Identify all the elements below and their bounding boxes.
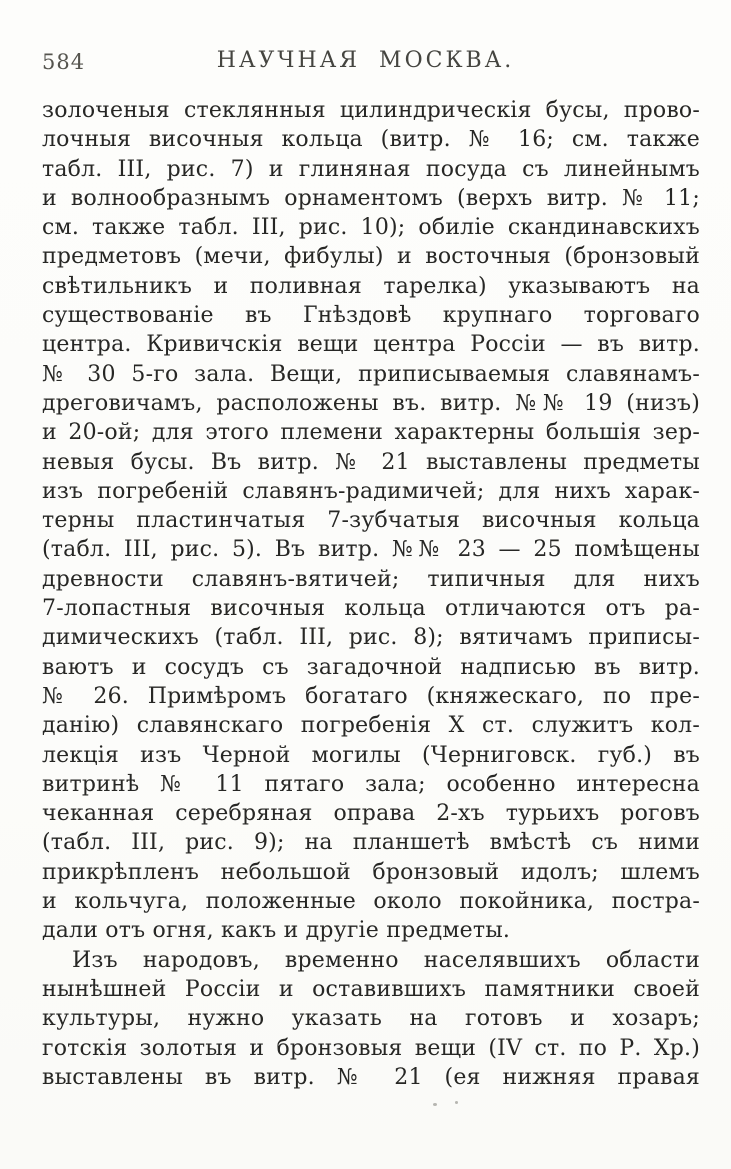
text-line: невыя бусы. Въ витр. № 21 выставлены предметы: [42, 449, 700, 475]
text-line: дреговичамъ, расположены въ. витр. №№ 19 (низъ): [42, 390, 700, 416]
scan-speck: [455, 1101, 458, 1104]
text-line: и 20-ой; для этого племени характерны большія зер-: [42, 420, 700, 446]
text-line: витринѣ № 11 пятаго зала; особенно интересна: [42, 771, 700, 797]
text-line: и волнообразнымъ орнаментомъ (верхъ витр. № 11;: [42, 185, 700, 211]
text-line: табл. III, рис. 7) и глиняная посуда съ линейнымъ: [42, 156, 700, 182]
text-line: дали отъ огня, какъ и другіе предметы.: [42, 918, 511, 944]
running-title: НАУЧНАЯ МОСКВА.: [216, 48, 515, 73]
text-line: предметовъ (мечи, фибулы) и восточныя (бронзовый: [42, 244, 700, 270]
text-line: ваютъ и сосудъ съ загадочной надписью въ витр.: [42, 654, 700, 680]
text-line: изъ погребеній славянъ-радимичей; для нихъ харак-: [42, 478, 700, 504]
text-line: терны пластинчатыя 7-зубчатыя височныя кольца: [42, 508, 700, 534]
text-line: свѣтильникъ и поливная тарелка) указываютъ на: [42, 273, 700, 299]
text-line: 7-лопастныя височныя кольца отличаются отъ ра-: [42, 596, 700, 622]
text-line: древности славянъ-вятичей; типичныя для нихъ: [42, 566, 700, 592]
body-text: [42, 96, 700, 1092]
scan-speck: [433, 1103, 437, 1106]
text-line: лочныя височныя кольца (витр. № 16; см. также: [42, 127, 700, 153]
text-line: см. также табл. III, рис. 10); обиліе скандинавскихъ: [42, 215, 700, 241]
text-line: культуры, нужно указать на готовъ и хозаръ;: [42, 1006, 700, 1032]
text-line: выставлены въ витр. № 21 (ея нижняя правая: [42, 1064, 700, 1090]
text-line: (табл. III, рис. 5). Въ витр. №№ 23 — 25 помѣщены: [42, 537, 700, 563]
text-line: Изъ народовъ, временно населявшихъ области: [72, 947, 700, 973]
text-line: и кольчуга, положенные около покойника, постра-: [42, 889, 700, 915]
text-line: димическихъ (табл. III, рис. 8); вятичамъ приписы-: [42, 625, 700, 651]
text-line: прикрѣпленъ небольшой бронзовый идолъ; шлемъ: [42, 859, 700, 885]
text-line: № 30 5-го зала. Вещи, приписываемыя славянамъ-: [42, 361, 700, 387]
text-line: № 26. Примѣромъ богатаго (княжескаго, по пре-: [42, 683, 700, 709]
page-header: [0, 48, 731, 78]
text-line: (табл. III, рис. 9); на планшетѣ вмѣстѣ съ ними: [42, 830, 700, 856]
text-line: лекція изъ Черной могилы (Черниговск. губ.) въ: [42, 742, 700, 768]
text-line: готскія золотыя и бронзовыя вещи (IV ст. по Р. Хр.): [42, 1035, 700, 1061]
text-line: чеканная серебряная оправа 2-хъ турьихъ роговъ: [42, 801, 700, 827]
text-line: данію) славянскаго погребенія X ст. служитъ кол-: [42, 713, 700, 739]
text-line: существованіе въ Гнѣздовѣ крупнаго торговаго: [42, 303, 700, 329]
text-line: центра. Кривичскія вещи центра Россіи — въ витр.: [42, 332, 700, 358]
text-line: золоченыя стеклянныя цилиндрическія бусы, прово-: [42, 98, 700, 123]
page-number: 584: [42, 50, 86, 74]
text-line: нынѣшней Россіи и оставившихъ памятники своей: [42, 976, 700, 1002]
